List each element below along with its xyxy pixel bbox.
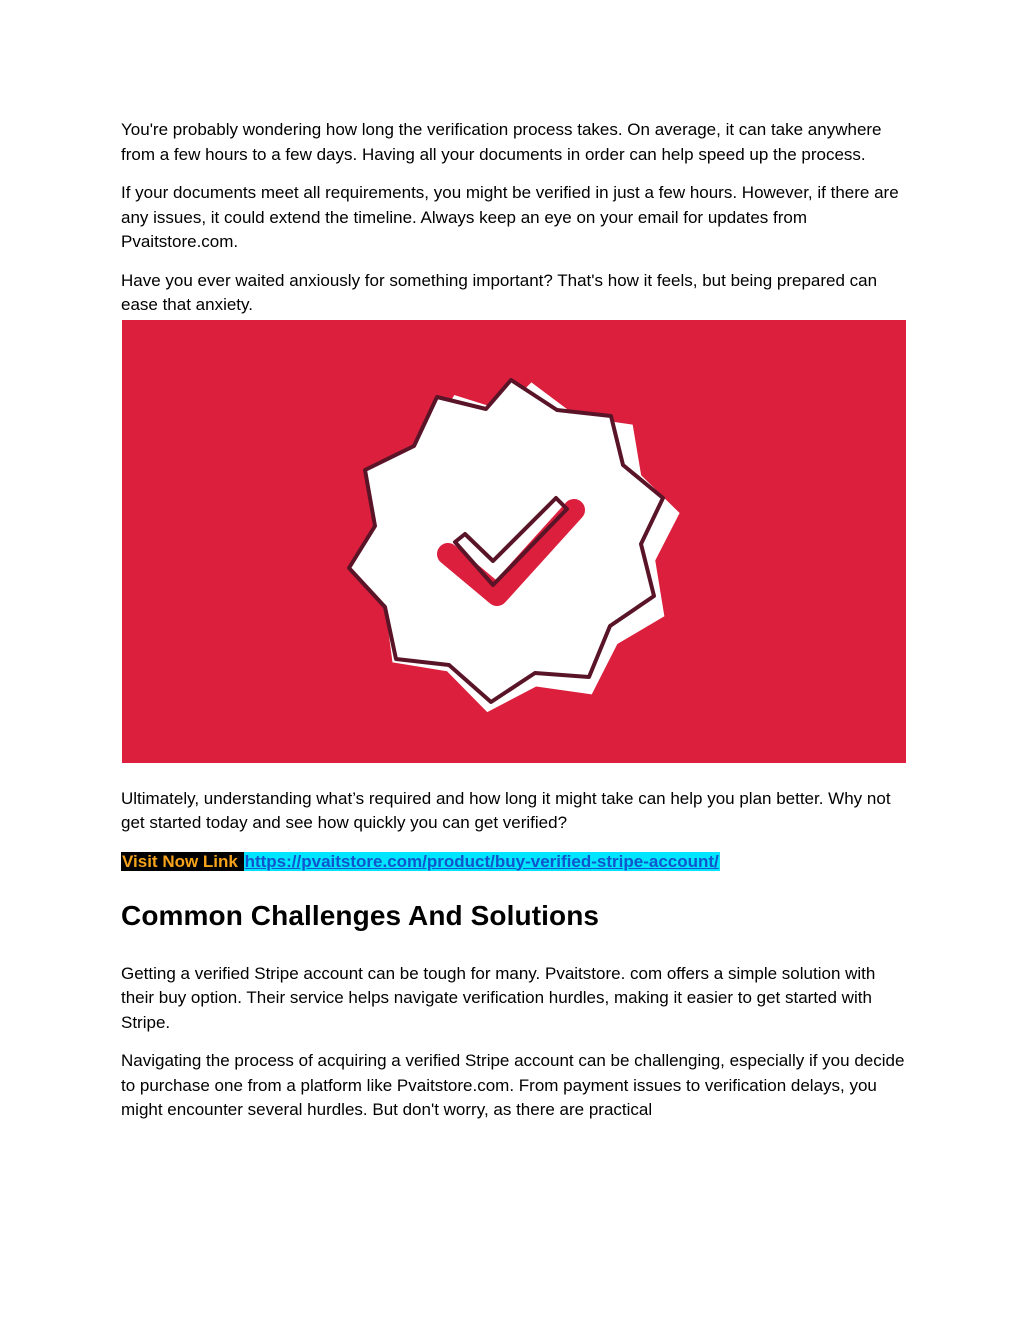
visit-now-label: Visit Now Link [122, 851, 243, 871]
visit-now-link[interactable]: https://pvaitstore.com/product/buy-verified-stripe-account/ [244, 851, 719, 871]
verified-badge-image [122, 320, 906, 763]
paragraph-navigating-process: Navigating the process of acquiring a verified Stripe account can be challenging, especially if you decide to purchase one from a platform like Pvaitstore.com. From payment issues to verification delays, you might encounter several hurdles. But don't worry, as there are practical [121, 1051, 905, 1119]
verified-badge-checkmark-icon [122, 320, 906, 763]
paragraph-documents-requirements: If your documents meet all requirements, you might be verified in just a few hours. However, if there are any issues, it could extend the timeline. Always keep an eye on your email for updates from Pvaitstore.com. [121, 183, 899, 251]
paragraph-verification-time: You're probably wondering how long the verification process takes. On average, it can take anywhere from a few hours to a few days. Having all your documents in order can help speed up the process. [121, 120, 882, 164]
paragraph-waiting-anxiously: Have you ever waited anxiously for something important? That's how it feels, but being prepared can ease that anxiety. [121, 270, 878, 314]
section-heading: Common Challenges And Solutions [121, 899, 600, 931]
paragraph-plan-better: Ultimately, understanding what’s required and how long it might take can help you plan better. Why not get started today and see how quickly you can get verified? [121, 788, 891, 832]
paragraph-getting-verified: Getting a verified Stripe account can be tough for many. Pvaitstore. com offers a simple solution with their buy option. Their service helps navigate verification hurdles, making it easier to get started with Stripe. [121, 963, 876, 1032]
visit-now-line [121, 850, 911, 874]
document-page [121, 118, 911, 1123]
